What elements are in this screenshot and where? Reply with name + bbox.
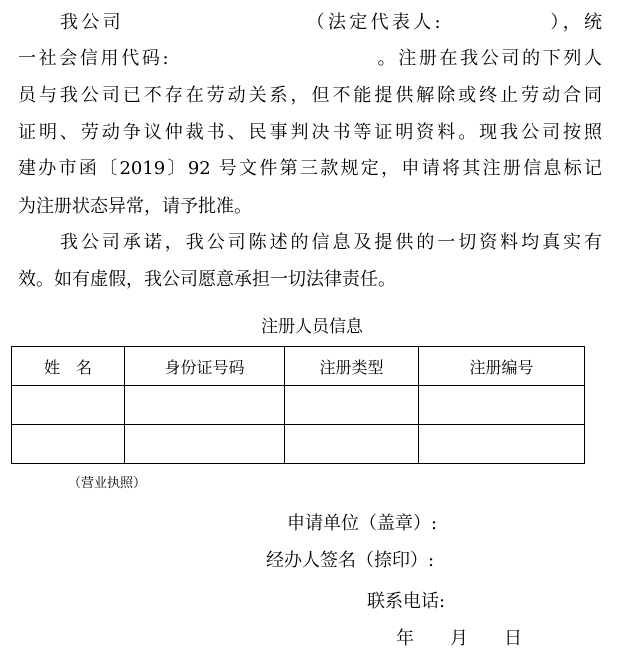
table-row [12,425,585,464]
letter-line-7: 我公司承诺，我公司陈述的信息及提供的一切资料均真实有 [60,232,602,253]
table-cell[interactable] [285,386,419,425]
table-cell[interactable] [12,386,125,425]
table-row [12,386,585,425]
contact-phone-label: 联系电话: [367,591,446,612]
registrant-table [11,346,585,464]
table-title: 注册人员信息 [261,317,363,336]
header-id-number: 身份证号码 [125,347,285,386]
letter-line-5: 建办市函〔2019〕92 号文件第三款规定，申请将其注册信息标记 [18,158,602,179]
table-cell[interactable] [12,425,125,464]
letter-line-2: 一社会信用代码: 。注册在我公司的下列人 [18,48,602,69]
table-cell[interactable] [419,386,585,425]
header-registration-number: 注册编号 [419,347,585,386]
letter-line-4: 证明、劳动争议仲裁书、民事判决书等证明资料。现我公司按照 [18,122,602,143]
header-registration-type: 注册类型 [285,347,419,386]
table-cell[interactable] [419,425,585,464]
header-name: 姓 名 [12,347,125,386]
letter-line-6: 为注册状态异常，请予批准。 [18,196,252,217]
letter-line-1: 我公司 （法定代表人: ），统 [60,12,602,33]
date-label: 年 月 日 [396,628,522,649]
table-cell[interactable] [125,386,285,425]
applicant-seal-label: 申请单位（盖章）: [287,513,438,534]
letter-line-8: 效。如有虚假，我公司愿意承担一切法律责任。 [18,269,396,290]
table-header-row [12,347,585,386]
handler-signature-label: 经办人签名（捺印）: [266,550,435,571]
letter-line-3: 员与我公司已不存在劳动关系，但不能提供解除或终止劳动合同 [18,85,602,106]
business-license-note: （营业执照） [68,475,147,490]
table-cell[interactable] [285,425,419,464]
table-cell[interactable] [125,425,285,464]
